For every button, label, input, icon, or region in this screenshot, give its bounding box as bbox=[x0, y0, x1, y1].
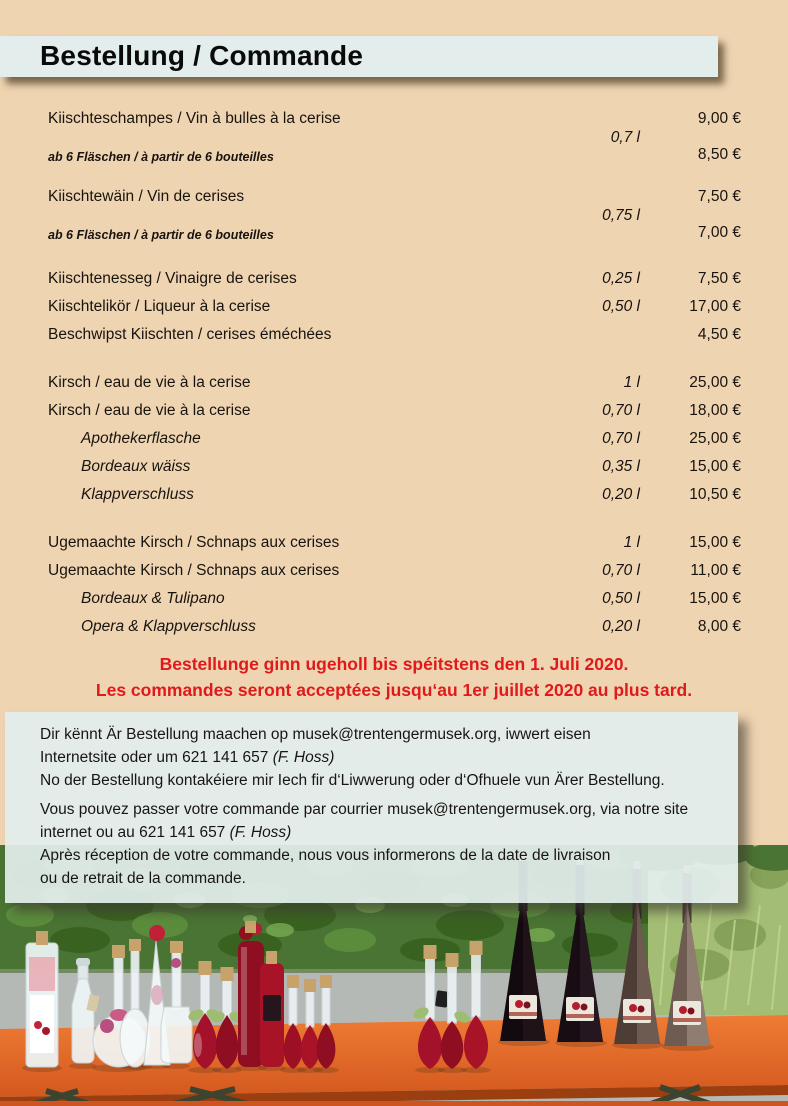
bulk-discount-note: ab 6 Fläschen / à partir de 6 bouteilles bbox=[48, 150, 274, 164]
bottle-size: 0,20 l bbox=[602, 618, 640, 635]
contact-paragraph-lb bbox=[40, 723, 716, 792]
price: 10,50 € bbox=[689, 486, 741, 503]
price: 8,00 € bbox=[697, 618, 741, 635]
price: 11,00 € bbox=[690, 562, 741, 579]
bottle-size: 0,70 l bbox=[602, 402, 640, 419]
bulk-discount-note: ab 6 Fläschen / à partir de 6 bouteilles bbox=[48, 228, 274, 242]
contact-person: (F. Hoss) bbox=[272, 749, 335, 766]
contact-text-fr: Vous pouvez passer votre commande par courrier bbox=[40, 801, 383, 818]
price-block bbox=[48, 109, 741, 167]
product-name: Beschwipst Kiischten / cerises éméchées bbox=[48, 326, 332, 343]
contact-text-lb: No der Bestellung kontakéiere mir Iech fir d‘Liwwerung oder d‘Ofhuele vun Ärer Bestellung. bbox=[40, 772, 665, 789]
product-name: Kirsch / eau de vie à la cerise bbox=[48, 374, 251, 391]
bottle-size: 0,75 l bbox=[602, 207, 640, 224]
price: 18,00 € bbox=[689, 402, 741, 419]
price: 4,50 € bbox=[697, 326, 741, 343]
price: 15,00 € bbox=[689, 534, 741, 551]
bottle-variant-name: Klappverschluss bbox=[81, 486, 194, 503]
price-row bbox=[48, 529, 741, 557]
price-bulk: 7,00 € bbox=[697, 224, 741, 241]
contact-phone: 621 141 657 bbox=[182, 749, 269, 766]
product-name: Kiischteschampes / Vin à bulles à la cerise bbox=[48, 110, 341, 127]
bottle-variant-name: Apothekerflasche bbox=[81, 430, 201, 447]
contact-person: (F. Hoss) bbox=[229, 824, 292, 841]
bottle-variant-name: Bordeaux & Tulipano bbox=[81, 590, 225, 607]
bottle-size: 1 l bbox=[623, 374, 640, 391]
price: 25,00 € bbox=[689, 430, 741, 447]
bottle-size: 0,25 l bbox=[602, 270, 640, 287]
contact-text-lb: Dir kënnt Är Bestellung maachen op bbox=[40, 726, 289, 743]
page-title: Bestellung / Commande bbox=[40, 40, 364, 71]
price: 15,00 € bbox=[689, 590, 741, 607]
product-name: Ugemaachte Kirsch / Schnaps aux cerises bbox=[48, 562, 340, 579]
contact-email: musek@trentengermusek.org bbox=[387, 801, 592, 818]
price: 17,00 € bbox=[689, 298, 741, 315]
contact-text-lb: Internetsite oder um bbox=[40, 749, 178, 766]
bottle-rect-clear bbox=[26, 931, 58, 1067]
price-row-variant bbox=[48, 613, 741, 641]
price-row-variant bbox=[48, 425, 741, 453]
product-name: Ugemaachte Kirsch / Schnaps aux cerises bbox=[48, 534, 340, 551]
deadline-notice bbox=[0, 651, 788, 703]
price-bulk: 8,50 € bbox=[697, 146, 741, 163]
product-name: Kirsch / eau de vie à la cerise bbox=[48, 402, 251, 419]
contact-text-fr: ou de retrait de la commande. bbox=[40, 870, 246, 887]
bottle-red-tall bbox=[260, 951, 284, 1067]
price: 15,00 € bbox=[689, 458, 741, 475]
price-block bbox=[48, 529, 741, 641]
foreground-table-edge bbox=[0, 1101, 788, 1106]
price-row bbox=[48, 265, 741, 293]
price: 7,50 € bbox=[697, 270, 741, 287]
bottle-variant-name: Bordeaux wäiss bbox=[81, 458, 191, 475]
bottle-size: 0,50 l bbox=[602, 298, 640, 315]
bottle-size: 0,35 l bbox=[602, 458, 640, 475]
deadline-notice-lb: Bestellunge ginn ugeholl bis spéitstens den 1. Juli 2020. bbox=[159, 654, 629, 674]
bottle-size: 1 l bbox=[623, 534, 640, 551]
bottle-size: 0,20 l bbox=[602, 486, 640, 503]
contact-email: musek@trentengermusek.org bbox=[292, 726, 497, 743]
price-row bbox=[48, 369, 741, 397]
price-row bbox=[48, 321, 741, 349]
price-block bbox=[48, 265, 741, 349]
price-list bbox=[48, 109, 741, 661]
bottle-size: 0,70 l bbox=[602, 430, 640, 447]
price-regular: 7,50 € bbox=[697, 188, 741, 205]
price-row-variant bbox=[48, 453, 741, 481]
title-bar bbox=[0, 36, 718, 77]
product-name: Kiischtenesseg / Vinaigre de cerises bbox=[48, 270, 297, 287]
contact-text-lb: , iwwert eisen bbox=[496, 726, 591, 743]
price-regular: 9,00 € bbox=[697, 110, 741, 127]
deadline-notice-fr: Les commandes seront acceptées jusqu‘au 1er juillet 2020 au plus tard. bbox=[95, 680, 693, 700]
price-row bbox=[48, 557, 741, 585]
contact-info-box bbox=[5, 712, 738, 903]
contact-text-fr: internet ou au bbox=[40, 824, 135, 841]
price-block bbox=[48, 187, 741, 245]
bottle-size: 0,50 l bbox=[602, 590, 640, 607]
price-row bbox=[48, 293, 741, 321]
price: 25,00 € bbox=[689, 374, 741, 391]
price-row bbox=[48, 109, 741, 167]
contact-phone: 621 141 657 bbox=[139, 824, 226, 841]
price-row bbox=[48, 397, 741, 425]
bottle-size: 0,7 l bbox=[610, 129, 640, 146]
price-block bbox=[48, 369, 741, 509]
bottle-size: 0,70 l bbox=[602, 562, 640, 579]
contact-text-fr: , via notre site bbox=[591, 801, 689, 818]
price-row-variant bbox=[48, 481, 741, 509]
product-name: Kiischtewäin / Vin de cerises bbox=[48, 188, 245, 205]
price-row bbox=[48, 187, 741, 245]
product-name: Kiischtelikör / Liqueur à la cerise bbox=[48, 298, 271, 315]
contact-paragraph-fr bbox=[40, 798, 716, 890]
price-row-variant bbox=[48, 585, 741, 613]
contact-text-fr: Après réception de votre commande, nous vous informerons de la date de livraison bbox=[40, 847, 611, 864]
bottle-variant-name: Opera & Klappverschluss bbox=[81, 618, 256, 635]
